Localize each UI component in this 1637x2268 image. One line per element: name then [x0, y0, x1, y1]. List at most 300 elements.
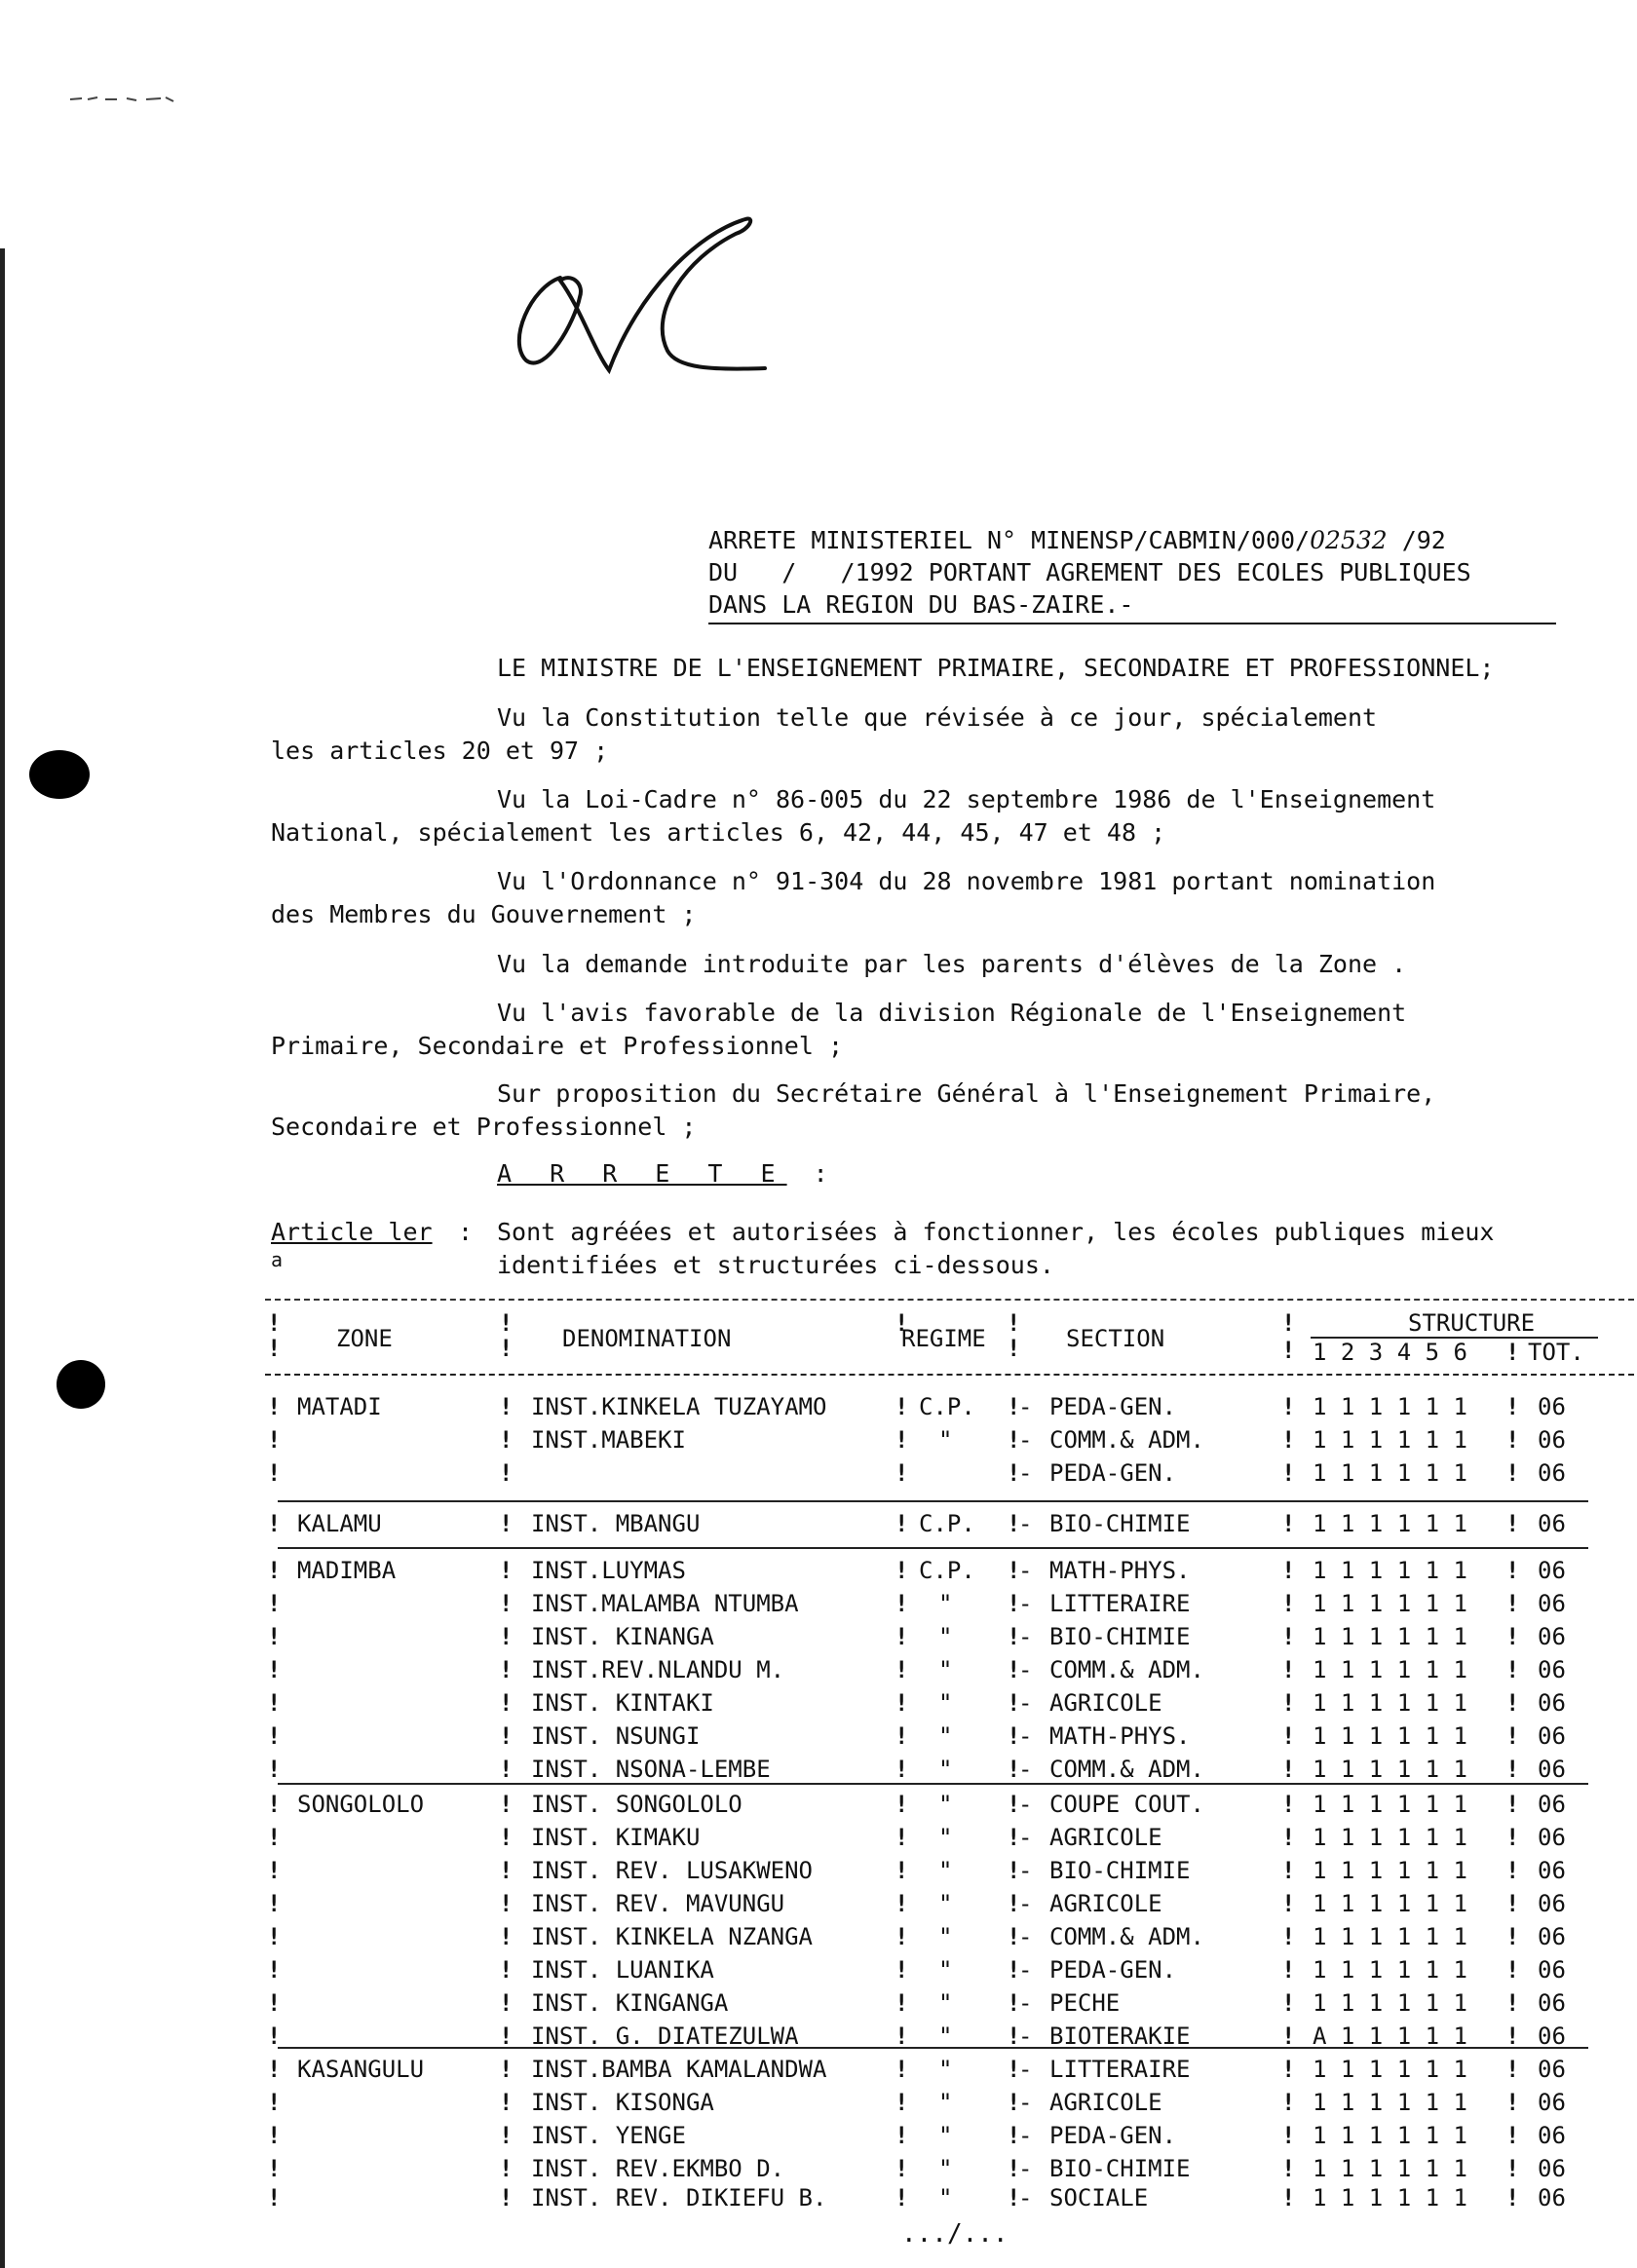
table-cell-section: AGRICOLE [1049, 2089, 1162, 2116]
column-separator: ! [1281, 1557, 1296, 1584]
column-separator: ! [1007, 2022, 1021, 2050]
zone-group-separator [278, 1783, 1588, 1785]
column-separator: ! [267, 1557, 282, 1584]
column-separator: ! [267, 1689, 282, 1717]
table-cell-total: 06 [1538, 1890, 1566, 1917]
table-cell-denomination: INST. KISONGA [531, 2089, 714, 2116]
column-separator: ! [499, 1335, 514, 1362]
table-cell-denomination: INST.MALAMBA NTUMBA [531, 1590, 799, 1617]
column-separator: ! [267, 1824, 282, 1851]
column-header-total: TOT. [1528, 1339, 1584, 1366]
column-separator: ! [1281, 1426, 1296, 1454]
column-separator: ! [267, 1426, 282, 1454]
table-cell-dash: - [1018, 1923, 1033, 1950]
table-cell-total: 06 [1538, 1426, 1566, 1454]
table-cell-dash: - [1018, 2089, 1033, 2116]
column-separator: ! [1007, 1689, 1021, 1717]
table-cell-dash: - [1018, 1656, 1033, 1683]
table-cell-denomination: INST. REV. LUSAKWENO [531, 1857, 813, 1884]
column-separator: ! [499, 1989, 514, 2017]
table-cell-dash: - [1018, 1623, 1033, 1650]
column-separator: ! [499, 2122, 514, 2149]
column-separator: ! [267, 1459, 282, 1487]
column-separator: ! [1281, 1890, 1296, 1917]
table-cell-dash: - [1018, 2155, 1033, 2182]
table-cell-denomination: INST. KINANGA [531, 1623, 714, 1650]
table-cell-section: LITTERAIRE [1049, 1590, 1191, 1617]
article-text-line-2: identifiées et structurées ci-dessous. [497, 1251, 1054, 1279]
table-cell-denomination: INST. REV. MAVUNGU [531, 1890, 785, 1917]
column-separator: ! [499, 1426, 514, 1454]
column-separator: ! [895, 2184, 909, 2211]
column-header-section: SECTION [1066, 1325, 1165, 1352]
column-separator: ! [1505, 2122, 1520, 2149]
column-separator: ! [267, 2089, 282, 2116]
table-cell-regime: C.P. [919, 1510, 975, 1537]
table-cell-structure: 1 1 1 1 1 1 [1313, 2184, 1467, 2211]
column-separator: ! [1007, 2155, 1021, 2182]
table-cell-total: 06 [1538, 1590, 1566, 1617]
column-separator: ! [1281, 1393, 1296, 1420]
column-separator: ! [1281, 1989, 1296, 2017]
column-separator: ! [895, 2056, 909, 2083]
table-cell-structure: 1 1 1 1 1 1 [1313, 1393, 1467, 1420]
column-separator: ! [499, 1557, 514, 1584]
table-cell-dash: - [1018, 1722, 1033, 1750]
table-cell-denomination: INST. NSONA-LEMBE [531, 1756, 771, 1783]
column-separator: ! [1281, 1590, 1296, 1617]
table-cell-regime: " [938, 1623, 953, 1650]
column-separator: ! [1505, 1459, 1520, 1487]
column-header-regime: REGIME [901, 1325, 986, 1352]
table-cell-dash: - [1018, 1857, 1033, 1884]
column-separator: ! [1007, 1426, 1021, 1454]
column-separator: ! [267, 1890, 282, 1917]
column-separator: ! [499, 1956, 514, 1984]
table-cell-dash: - [1018, 1989, 1033, 2017]
table-cell-denomination: INST. NSUNGI [531, 1722, 701, 1750]
column-separator: ! [1281, 2022, 1296, 2050]
table-cell-section: AGRICOLE [1049, 1890, 1162, 1917]
table-cell-zone: MADIMBA [297, 1557, 397, 1584]
table-cell-total: 06 [1538, 1956, 1566, 1984]
column-separator: ! [1505, 1689, 1520, 1717]
column-separator: ! [499, 2056, 514, 2083]
column-separator: ! [499, 2155, 514, 2182]
table-cell-regime: " [938, 2089, 953, 2116]
scan-edge-mark [0, 248, 5, 2268]
table-cell-total: 06 [1538, 1623, 1566, 1650]
column-separator: ! [1505, 2089, 1520, 2116]
table-cell-total: 06 [1538, 2022, 1566, 2050]
table-cell-regime: " [938, 1689, 953, 1717]
punch-hole-mark [29, 750, 90, 799]
column-separator: ! [1007, 1590, 1021, 1617]
column-separator: ! [895, 1459, 909, 1487]
table-cell-total: 06 [1538, 2122, 1566, 2149]
column-header-structure: STRUCTURE [1408, 1309, 1536, 1337]
column-separator: ! [499, 1656, 514, 1683]
table-cell-total: 06 [1538, 1510, 1566, 1537]
table-cell-regime: " [938, 1824, 953, 1851]
table-cell-structure: 1 1 1 1 1 1 [1313, 1590, 1467, 1617]
column-separator: ! [267, 1309, 282, 1337]
table-cell-dash: - [1018, 1557, 1033, 1584]
column-separator: ! [1505, 1426, 1520, 1454]
table-cell-total: 06 [1538, 1459, 1566, 1487]
column-separator: ! [895, 1656, 909, 1683]
table-cell-regime: " [938, 1756, 953, 1783]
column-separator: ! [1007, 1309, 1021, 1337]
column-separator: ! [1007, 2089, 1021, 2116]
column-separator: ! [267, 1756, 282, 1783]
table-cell-denomination: INST. SONGOLOLO [531, 1791, 742, 1818]
column-separator: ! [499, 1459, 514, 1487]
table-cell-structure: 1 1 1 1 1 1 [1313, 2122, 1467, 2149]
table-cell-dash: - [1018, 2122, 1033, 2149]
table-cell-regime: " [938, 2056, 953, 2083]
table-cell-total: 06 [1538, 1824, 1566, 1851]
column-separator: ! [1281, 1689, 1296, 1717]
column-separator: ! [499, 1689, 514, 1717]
table-cell-structure: 1 1 1 1 1 1 [1313, 1426, 1467, 1454]
table-cell-section: PECHE [1049, 1989, 1121, 2017]
table-cell-denomination: INST.MABEKI [531, 1426, 686, 1454]
column-separator: ! [1007, 1857, 1021, 1884]
column-separator: ! [895, 1557, 909, 1584]
table-cell-denomination: INST.LUYMAS [531, 1557, 686, 1584]
table-cell-section: BIOTERAKIE [1049, 2022, 1191, 2050]
table-cell-structure: 1 1 1 1 1 1 [1313, 1722, 1467, 1750]
table-cell-denomination: INST. KINTAKI [531, 1689, 714, 1717]
article-label: Article ler [271, 1218, 433, 1246]
table-cell-section: COMM.& ADM. [1049, 1656, 1204, 1683]
column-separator: ! [1281, 1459, 1296, 1487]
column-separator: ! [267, 1335, 282, 1362]
table-cell-dash: - [1018, 2022, 1033, 2050]
column-separator: ! [1281, 1623, 1296, 1650]
table-cell-structure: 1 1 1 1 1 1 [1313, 1923, 1467, 1950]
column-separator: ! [895, 2155, 909, 2182]
column-separator: ! [895, 1309, 909, 1337]
table-header-rule [265, 1374, 1634, 1376]
column-separator: ! [1505, 1857, 1520, 1884]
column-separator: ! [267, 1623, 282, 1650]
column-separator: ! [895, 2089, 909, 2116]
table-cell-structure: 1 1 1 1 1 1 [1313, 1756, 1467, 1783]
table-cell-structure: 1 1 1 1 1 1 [1313, 1557, 1467, 1584]
column-separator: ! [1505, 1393, 1520, 1420]
column-separator: ! [1007, 1393, 1021, 1420]
table-cell-section: BIO-CHIMIE [1049, 2155, 1191, 2182]
column-separator: ! [499, 1756, 514, 1783]
column-separator: ! [499, 1857, 514, 1884]
table-cell-regime: " [938, 1656, 953, 1683]
column-separator: ! [267, 1393, 282, 1420]
column-separator: ! [895, 1923, 909, 1950]
column-separator: ! [1281, 1656, 1296, 1683]
table-cell-structure: 1 1 1 1 1 1 [1313, 1824, 1467, 1851]
column-separator: ! [267, 2155, 282, 2182]
column-separator: ! [1007, 1335, 1021, 1362]
table-cell-regime: " [938, 1857, 953, 1884]
table-cell-section: BIO-CHIMIE [1049, 1623, 1191, 1650]
column-header-levels: 1 2 3 4 5 6 [1313, 1339, 1467, 1366]
column-separator: ! [499, 1309, 514, 1337]
visa-paragraph: Vu la Constitution telle que révisée à ce jour, spécialement les articles 20 et 97 ; [271, 703, 1378, 765]
column-separator: ! [499, 1393, 514, 1420]
table-cell-section: BIO-CHIMIE [1049, 1510, 1191, 1537]
table-cell-section: AGRICOLE [1049, 1689, 1162, 1717]
column-separator: ! [1505, 1824, 1520, 1851]
table-cell-total: 06 [1538, 1791, 1566, 1818]
table-cell-structure: 1 1 1 1 1 1 [1313, 1459, 1467, 1487]
column-separator: ! [1505, 1722, 1520, 1750]
table-cell-section: SOCIALE [1049, 2184, 1149, 2211]
table-cell-dash: - [1018, 1459, 1033, 1487]
table-cell-section: COUPE COUT. [1049, 1791, 1204, 1818]
column-separator: ! [1281, 2184, 1296, 2211]
column-separator: ! [1505, 1756, 1520, 1783]
column-separator: ! [1007, 2184, 1021, 2211]
table-cell-structure: 1 1 1 1 1 1 [1313, 1689, 1467, 1717]
table-cell-denomination: INST. REV. DIKIEFU B. [531, 2184, 827, 2211]
column-separator: ! [1007, 1923, 1021, 1950]
table-cell-denomination: INST. LUANIKA [531, 1956, 714, 1984]
column-separator: ! [1281, 1791, 1296, 1818]
table-cell-structure: 1 1 1 1 1 1 [1313, 1510, 1467, 1537]
visa-paragraph: Sur proposition du Secrétaire Général à l'Enseignement Primaire, Secondaire et Professionnel ; [271, 1079, 1436, 1141]
table-cell-structure: 1 1 1 1 1 1 [1313, 1656, 1467, 1683]
column-separator: ! [1007, 1623, 1021, 1650]
table-cell-total: 06 [1538, 2184, 1566, 2211]
table-cell-section: COMM.& ADM. [1049, 1756, 1204, 1783]
column-separator: ! [499, 1590, 514, 1617]
column-separator: ! [267, 1857, 282, 1884]
table-cell-section: AGRICOLE [1049, 1824, 1162, 1851]
decree-title-line-3: DANS LA REGION DU BAS-ZAIRE.- [708, 588, 1556, 624]
column-separator: ! [1281, 1722, 1296, 1750]
table-cell-section: COMM.& ADM. [1049, 1923, 1204, 1950]
column-separator: ! [895, 1393, 909, 1420]
table-cell-regime: " [938, 1989, 953, 2017]
column-separator: ! [895, 1510, 909, 1537]
table-cell-dash: - [1018, 2184, 1033, 2211]
table-cell-regime: " [938, 2155, 953, 2182]
decree-title [708, 524, 1556, 624]
table-cell-regime: " [938, 1890, 953, 1917]
column-separator: ! [1281, 1337, 1296, 1364]
column-separator: ! [1281, 1309, 1296, 1337]
table-cell-regime: C.P. [919, 1393, 975, 1420]
column-separator: ! [499, 2089, 514, 2116]
column-separator: ! [499, 2184, 514, 2211]
column-separator: ! [267, 1923, 282, 1950]
arrete-heading: A R R E T E : [497, 1159, 840, 1188]
column-separator: ! [267, 1656, 282, 1683]
table-cell-section: PEDA-GEN. [1049, 1459, 1177, 1487]
table-cell-denomination: INST. YENGE [531, 2122, 686, 2149]
column-separator: ! [1505, 1656, 1520, 1683]
table-cell-denomination: INST. G. DIATEZULWA [531, 2022, 799, 2050]
table-cell-section: MATH-PHYS. [1049, 1722, 1191, 1750]
table-cell-total: 06 [1538, 1393, 1566, 1420]
table-cell-structure: A 1 1 1 1 1 [1313, 2022, 1467, 2050]
column-separator: ! [1281, 1824, 1296, 1851]
table-cell-dash: - [1018, 1393, 1033, 1420]
column-separator: ! [1281, 1956, 1296, 1984]
column-separator: ! [895, 2122, 909, 2149]
table-cell-total: 06 [1538, 1923, 1566, 1950]
minister-heading: LE MINISTRE DE L'ENSEIGNEMENT PRIMAIRE, SECONDAIRE ET PROFESSIONNEL; [497, 654, 1495, 682]
column-separator: ! [1505, 2056, 1520, 2083]
column-separator: ! [499, 2022, 514, 2050]
column-separator: ! [1007, 1890, 1021, 1917]
table-cell-structure: 1 1 1 1 1 1 [1313, 1791, 1467, 1818]
column-separator: ! [895, 1956, 909, 1984]
column-separator: ! [895, 1857, 909, 1884]
column-separator: ! [1505, 1923, 1520, 1950]
column-separator: ! [1505, 1791, 1520, 1818]
column-separator: ! [1007, 1956, 1021, 1984]
column-separator: ! [1505, 1339, 1520, 1366]
column-separator: ! [499, 1722, 514, 1750]
table-cell-regime: " [938, 1722, 953, 1750]
table-cell-dash: - [1018, 2056, 1033, 2083]
table-cell-regime: " [938, 2022, 953, 2050]
column-separator: ! [895, 1722, 909, 1750]
article-note: a [271, 1248, 284, 1271]
table-cell-regime: " [938, 2122, 953, 2149]
table-cell-denomination: INST.REV.NLANDU M. [531, 1656, 785, 1683]
table-cell-regime: " [938, 1923, 953, 1950]
column-separator: ! [499, 1623, 514, 1650]
column-separator: ! [895, 2022, 909, 2050]
column-separator: ! [1281, 1923, 1296, 1950]
column-separator: ! [1281, 2122, 1296, 2149]
column-separator: ! [1505, 2022, 1520, 2050]
table-cell-total: 06 [1538, 1857, 1566, 1884]
column-separator: ! [267, 2022, 282, 2050]
table-cell-section: PEDA-GEN. [1049, 1956, 1177, 1984]
table-cell-denomination: INST. KINGANGA [531, 1989, 729, 2017]
column-separator: ! [1007, 1824, 1021, 1851]
column-separator: ! [1281, 1756, 1296, 1783]
table-cell-structure: 1 1 1 1 1 1 [1313, 1956, 1467, 1984]
table-cell-regime: " [938, 2184, 953, 2211]
column-separator: ! [267, 2056, 282, 2083]
column-separator: ! [895, 1689, 909, 1717]
column-separator: ! [895, 1791, 909, 1818]
column-separator: ! [1281, 1857, 1296, 1884]
column-separator: ! [267, 2122, 282, 2149]
column-separator: ! [499, 1923, 514, 1950]
column-separator: ! [267, 1956, 282, 1984]
column-separator: ! [267, 1722, 282, 1750]
table-cell-structure: 1 1 1 1 1 1 [1313, 2155, 1467, 2182]
column-separator: ! [1007, 2056, 1021, 2083]
table-cell-structure: 1 1 1 1 1 1 [1313, 1890, 1467, 1917]
table-cell-zone: MATADI [297, 1393, 382, 1420]
decree-title-line-1: ARRETE MINISTERIEL N° MINENSP/CABMIN/000/02532 /92 [708, 526, 1446, 554]
column-separator: ! [267, 1590, 282, 1617]
continuation-mark: .../... [901, 2219, 1009, 2249]
table-cell-dash: - [1018, 1824, 1033, 1851]
table-cell-dash: - [1018, 1756, 1033, 1783]
column-separator: ! [1007, 1557, 1021, 1584]
table-cell-section: COMM.& ADM. [1049, 1426, 1204, 1454]
column-separator: ! [1505, 1557, 1520, 1584]
column-separator: ! [1505, 1890, 1520, 1917]
table-top-rule [265, 1299, 1634, 1301]
visa-paragraph: Vu l'Ordonnance n° 91-304 du 28 novembre 1981 portant nomination des Membres du Gouvernement ; [271, 867, 1436, 928]
table-cell-dash: - [1018, 1890, 1033, 1917]
column-separator: ! [1281, 2089, 1296, 2116]
column-separator: ! [1505, 1989, 1520, 2017]
table-cell-section: PEDA-GEN. [1049, 1393, 1177, 1420]
table-cell-regime: " [938, 1590, 953, 1617]
column-separator: ! [499, 1791, 514, 1818]
zone-group-separator [278, 1547, 1588, 1549]
column-separator: ! [499, 1824, 514, 1851]
table-cell-dash: - [1018, 1590, 1033, 1617]
column-separator: ! [1007, 1510, 1021, 1537]
table-cell-dash: - [1018, 1956, 1033, 1984]
column-separator: ! [1007, 1722, 1021, 1750]
column-separator: ! [267, 1989, 282, 2017]
column-separator: ! [1007, 1791, 1021, 1818]
table-cell-dash: - [1018, 1689, 1033, 1717]
table-cell-structure: 1 1 1 1 1 1 [1313, 1989, 1467, 2017]
table-cell-dash: - [1018, 1791, 1033, 1818]
table-cell-regime: " [938, 1426, 953, 1454]
table-cell-total: 06 [1538, 1722, 1566, 1750]
table-cell-total: 06 [1538, 1689, 1566, 1717]
column-separator: ! [1505, 2155, 1520, 2182]
table-cell-structure: 1 1 1 1 1 1 [1313, 2089, 1467, 2116]
column-separator: ! [499, 1890, 514, 1917]
table-cell-denomination: INST. KIMAKU [531, 1824, 701, 1851]
punch-hole-mark [57, 1360, 105, 1409]
column-separator: ! [267, 1791, 282, 1818]
table-cell-total: 06 [1538, 1557, 1566, 1584]
column-separator: ! [895, 1756, 909, 1783]
column-separator: ! [1505, 1590, 1520, 1617]
column-separator: ! [1505, 1510, 1520, 1537]
column-separator: ! [1281, 1510, 1296, 1537]
handwritten-initials-mark [502, 205, 784, 385]
decree-title-line-2: DU / /1992 PORTANT AGREMENT DES ECOLES PUBLIQUES [708, 558, 1471, 586]
handwritten-number: 02532 [1310, 526, 1388, 554]
column-separator: ! [1505, 2184, 1520, 2211]
column-separator: ! [267, 2184, 282, 2211]
table-cell-dash: - [1018, 1510, 1033, 1537]
column-header-zone: ZONE [336, 1325, 393, 1352]
column-separator: ! [1007, 1989, 1021, 2017]
column-separator: ! [499, 1510, 514, 1537]
column-separator: ! [895, 1623, 909, 1650]
table-cell-zone: SONGOLOLO [297, 1791, 425, 1818]
table-cell-total: 06 [1538, 1756, 1566, 1783]
table-cell-regime: C.P. [919, 1557, 975, 1584]
table-cell-denomination: INST.BAMBA KAMALANDWA [531, 2056, 827, 2083]
table-cell-zone: KASANGULU [297, 2056, 425, 2083]
column-separator: ! [895, 1426, 909, 1454]
table-cell-section: PEDA-GEN. [1049, 2122, 1177, 2149]
table-cell-denomination: INST. MBANGU [531, 1510, 701, 1537]
table-cell-zone: KALAMU [297, 1510, 382, 1537]
column-separator: ! [895, 1890, 909, 1917]
